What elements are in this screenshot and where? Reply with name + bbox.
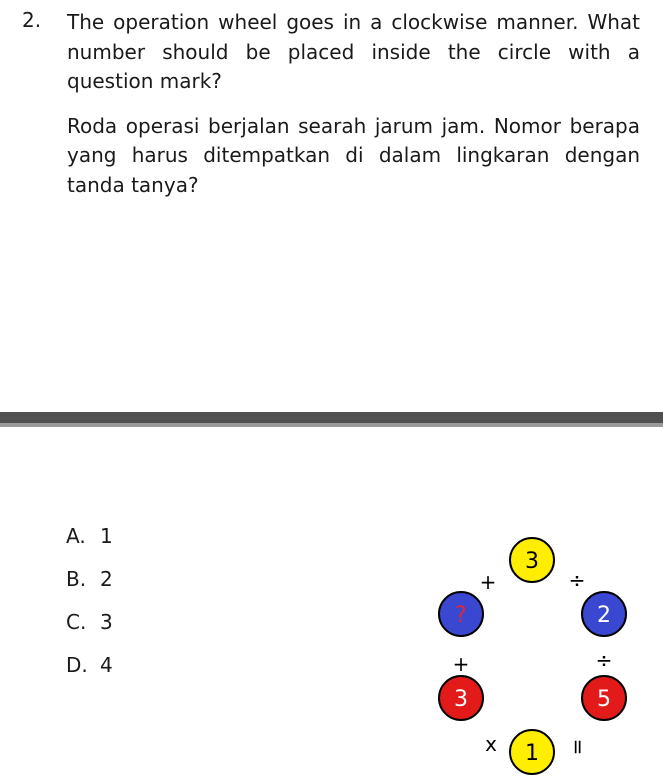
option-letter: C. xyxy=(66,610,87,634)
wheel-number: 3 xyxy=(525,549,539,574)
wheel-number: 3 xyxy=(454,687,468,712)
option-letter: B. xyxy=(66,567,87,591)
node-bottom-left xyxy=(439,676,483,720)
option-value: 3 xyxy=(100,610,113,634)
operator-top-left: + xyxy=(479,570,497,594)
node-top-left xyxy=(439,592,483,636)
wheel-number: 1 xyxy=(525,741,539,766)
operator-right: ÷ xyxy=(595,648,613,672)
option-value: 1 xyxy=(100,524,113,548)
question-text-english: The operation wheel goes in a clockwise manner. What number should be placed inside the circle with a question mark? xyxy=(67,10,640,93)
operator-top-right: ÷ xyxy=(568,568,586,592)
operator-left: + xyxy=(452,652,470,676)
option-value: 2 xyxy=(100,567,113,591)
node-bottom xyxy=(510,730,554,774)
node-top xyxy=(510,538,554,582)
wheel-number: ? xyxy=(455,603,467,628)
wheel-number: 5 xyxy=(597,687,611,712)
operator-bottom-right: = xyxy=(565,738,589,756)
operator-bottom-left: x xyxy=(485,732,497,756)
option-letter: D. xyxy=(66,653,88,677)
wheel-number: 2 xyxy=(597,603,611,628)
option-letter: A. xyxy=(66,524,86,548)
node-top-right xyxy=(582,592,626,636)
question-number: 2. xyxy=(22,8,42,32)
option-value: 4 xyxy=(100,653,113,677)
node-bottom-right xyxy=(582,676,626,720)
question-text-indonesian: Roda operasi berjalan searah jarum jam. Nomor berapa yang harus ditempatkan di dalam lingkaran dengan tanda tanya? xyxy=(67,113,640,197)
